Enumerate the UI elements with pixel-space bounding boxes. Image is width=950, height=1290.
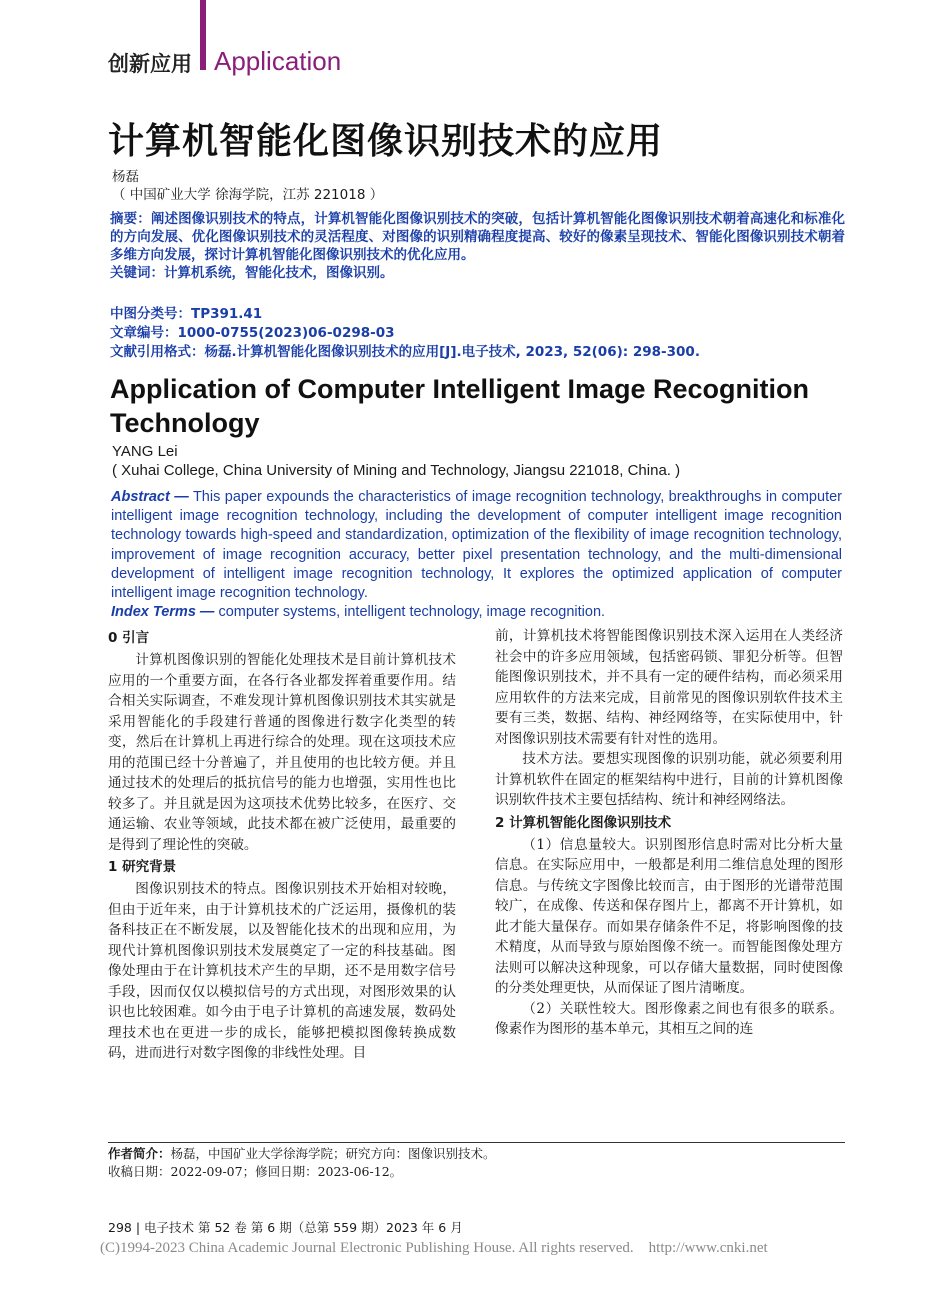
abstract-cn-text: 阐述图像识别技术的特点，计算机智能化图像识别技术的突破，包括计算机智能化图像识别技术朝着高速化和标准化的方向发展、优化图像识别技术的灵活程度、对图像的识别精确程度提高、较好的像素呈现技术、智能化图像识别技术朝着多维方向发展，探讨计算机智能化图像识别技术的优化应用。 [110, 211, 846, 263]
abstract-en [111, 488, 842, 603]
clc-number: 中图分类号：TP391.41 [110, 306, 263, 322]
article-meta [110, 305, 700, 362]
abstract-cn-label: 摘要： [110, 211, 151, 227]
keywords-en-text: computer systems, intelligent technology, image recognition. [214, 604, 606, 620]
footnote [108, 1145, 496, 1181]
abstract-en-label: Abstract — [111, 489, 189, 505]
paragraph: （2）关联性较大。图形像素之间也有很多的联系。像素作为图形的基本单元，其相互之间的连 [495, 1000, 843, 1037]
abstract-en-text: This paper expounds the characteristics of image recognition technology, breakthroughs in computer intelligent image recognition technology, including the development of computer intelligent image recognition technology towards high-speed and standardization, optimization of the flexibility of image recognition technology, improvement of image recognition accuracy, better pixel presentation technology, and the multi-dimensional development of intelligent image recognition technology, It explores the optimized application of computer intelligent image recognition technology. [111, 489, 842, 602]
section-label-cn: 创新应用 [108, 52, 192, 76]
body-column-right [495, 626, 843, 1040]
author-cn: 杨磊 [112, 169, 139, 185]
article-number: 文章编号：1000-0755(2023)06-0298-03 [110, 325, 395, 341]
paragraph: 技术方法。要想实现图像的识别功能，就必须要利用计算机软件在固定的框架结构中进行，目前的计算机图像识别软件技术主要包括结构、统计和神经网络法。 [495, 751, 843, 808]
citation-format: 文献引用格式：杨磊.计算机智能化图像识别技术的应用[J].电子技术, 2023, 52(06): 298-300. [110, 344, 700, 360]
keywords-en-label: Index Terms — [111, 604, 215, 620]
footnote-author-text: 杨磊，中国矿业大学徐海学院；研究方向：图像识别技术。 [170, 1146, 496, 1161]
paragraph: 计算机图像识别的智能化处理技术是目前计算机技术应用的一个重要方面，在各行各业都发挥着重要作用。结合相关实际调查，不难发现计算机图像识别技术其实就是采用智能化的手段建行普通的图像进行数字化类型的转变，然后在计算机上再进行综合的处理。现在这项技术应用的范围已经十分普遍了，并且使用的也比较方便。并且通过技术的处理后的抵抗信号的能力也增强，实用性也比较多了。并且就是因为这项技术优势比较多，在医疗、交通运输、农业等领域，此技术都在被广泛使用，最重要的是得到了理论性的突破。 [108, 652, 456, 853]
page-footer: 298 | 电子技术 第 52 卷 第 6 期（总第 559 期）2023 年 6 月 [108, 1220, 463, 1235]
heading-introduction: 0 引言 [108, 630, 150, 646]
footnote-divider [108, 1142, 845, 1143]
section-label-en: Application [214, 46, 342, 76]
paragraph: （1）信息量较大。识别图形信息时需对比分析大量信息。在实际应用中，一般都是利用二维信息处理的图形信息。与传统文字图像比较而言，由于图形的光谱带范围较广，在成像、传送和保存图片上，都离不开计算机，如此才能大量保存。而如果存储条件不足，将影响图像的技术精度，从而导致与原始图像不统一。而智能图像处理方法则可以解决这种现象，可以存储大量数据，同时使图像的分类处理更快，从而保证了图片清晰度。 [495, 836, 843, 996]
article-title-en: Application of Computer Intelligent Image Recognition Technology [110, 374, 810, 438]
keywords-cn-label: 关键词： [110, 265, 164, 281]
article-title-cn: 计算机智能化图像识别技术的应用 [108, 121, 664, 162]
affiliation-cn: （ 中国矿业大学 徐海学院，江苏 221018 ） [112, 187, 384, 203]
paragraph: 图像识别技术的特点。图像识别技术开始相对较晚，但由于近年来，由于计算机技术的广泛运用，摄像机的装备科技正在不断发展，以及智能化技术的出现和应用，为现代计算机图像识别技术发展奠定了一定的科技基础。图像处理由于在计算机技术产生的早期，还不是用数字信号手段，因而仅仅以模拟信号的方式出现，对图形效果的认识也比较困难。如今由于电子计算机的高速发展，数码处理技术也在更进一步的成长，能够把模拟图像转换成数码，进而进行对数字图像的非线性处理。目 [108, 881, 456, 1061]
heading-background: 1 研究背景 [108, 859, 177, 875]
footnote-dates: 收稿日期：2022-09-07；修回日期：2023-06-12。 [108, 1164, 403, 1179]
section-divider-bar [200, 0, 206, 70]
affiliation-en: ( Xuhai College, China University of Mining and Technology, Jiangsu 221018, China. ) [112, 462, 681, 479]
body-column-left [108, 626, 456, 1064]
paragraph: 前，计算机技术将智能图像识别技术深入运用在人类经济社会中的许多应用领域，包括密码锁、罪犯分析等。但智能图像识别技术，并不具有一定的硬件结构，而必须采用应用软件的方法来完成，目前常见的图像识别软件技术主要有三类，数据、结构、神经网络等，在实际使用中，针对图像识别技术需要有针对性的选用。 [495, 628, 843, 747]
copyright-watermark: (C)1994-2023 China Academic Journal Electronic Publishing House. All rights reserved. http://www.cnki.net [100, 1240, 768, 1256]
heading-technology: 2 计算机智能化图像识别技术 [495, 814, 672, 831]
keywords-cn-text: 计算机系统，智能化技术，图像识别。 [164, 265, 394, 281]
author-en: YANG Lei [112, 443, 178, 460]
keywords-en [111, 604, 605, 620]
abstract-cn [110, 210, 845, 282]
footnote-author-label: 作者简介： [108, 1146, 171, 1161]
